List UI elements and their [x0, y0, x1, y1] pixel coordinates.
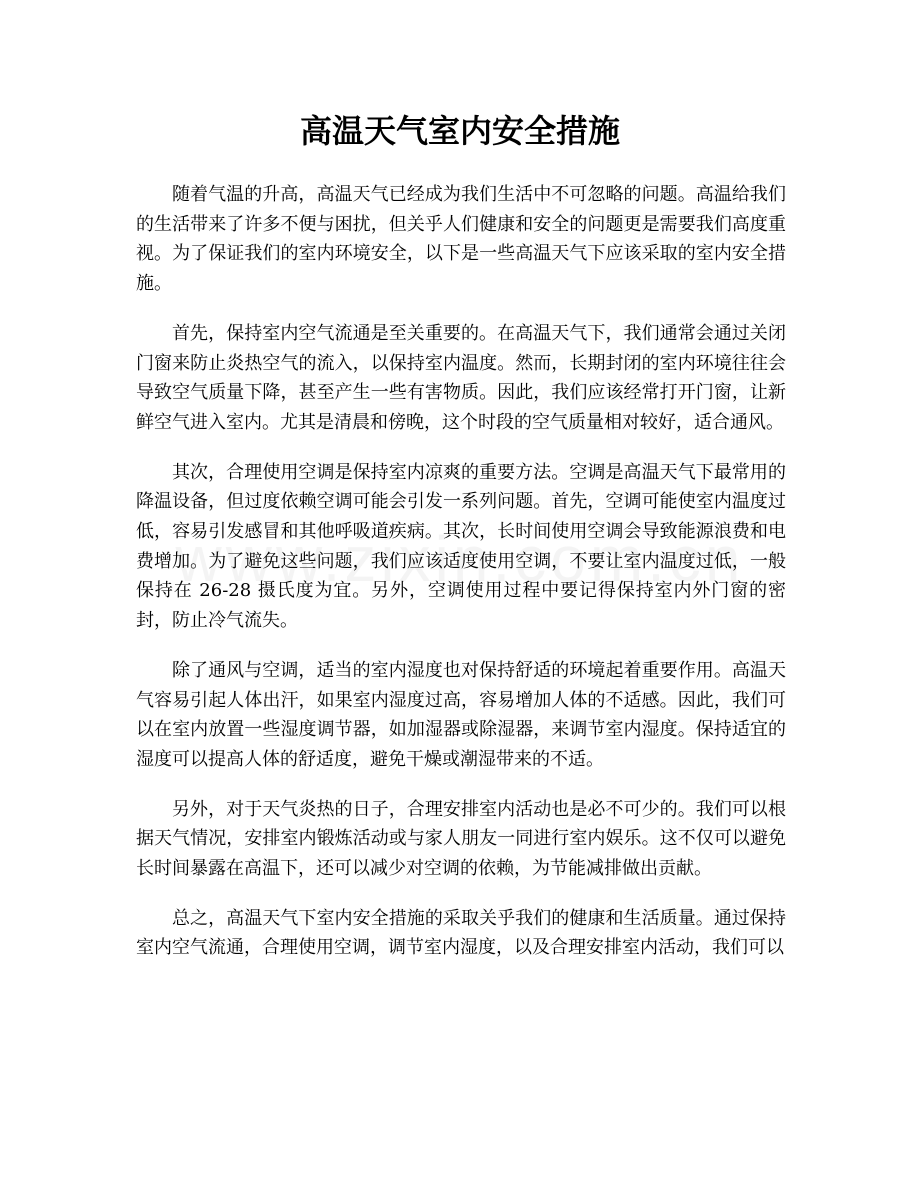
paragraph-air-conditioning: 其次，合理使用空调是保持室内凉爽的重要方法。空调是高温天气下最常用的降温设备，但过度依赖空调可能会引发一系列问题。首先，空调可能使室内温度过低，容易引发感冒和其他呼吸道疾病。其次，长时间使用空调会导致能源浪费和电费增加。为了避免这些问题，我们应该适度使用空调，不要让室内温度过低，一般保持在 26-28 摄氏度为宜。另外，空调使用过程中要记得保持室内外门窗的密封，防止冷气流失。	[136, 461, 786, 632]
paragraph-conclusion: 总之，高温天气下室内安全措施的采取关乎我们的健康和生活质量。通过保持室内空气流通，合理使用空调，调节室内湿度，以及合理安排室内活动，我们可以	[136, 907, 786, 959]
paragraph-intro: 随着气温的升高，高温天气已经成为我们生活中不可忽略的问题。高温给我们的生活带来了许多不便与困扰，但关乎人们健康和安全的问题更是需要我们高度重视。为了保证我们的室内环境安全，以下是一些高温天气下应该采取的室内安全措施。	[136, 184, 786, 295]
paragraph-humidity: 除了通风与空调，适当的室内湿度也对保持舒适的环境起着重要作用。高温天气容易引起人体出汗，如果室内湿度过高，容易增加人体的不适感。因此，我们可以在室内放置一些湿度调节器，如加湿器或除湿器，来调节室内湿度。保持适宜的湿度可以提高人体的舒适度，避免干燥或潮湿带来的不适。	[136, 659, 786, 770]
paragraph-activities: 另外，对于天气炎热的日子，合理安排室内活动也是必不可少的。我们可以根据天气情况，安排室内锻炼活动或与家人朋友一同进行室内娱乐。这不仅可以避免长时间暴露在高温下，还可以减少对空调的依赖，为节能减排做出贡献。	[136, 798, 786, 880]
document-body	[136, 180, 786, 983]
paragraph-ventilation: 首先，保持室内空气流通是至关重要的。在高温天气下，我们通常会通过关闭门窗来防止炎热空气的流入，以保持室内温度。然而，长期封闭的室内环境往往会导致空气质量下降，甚至产生一些有害物质。因此，我们应该经常打开门窗，让新鲜空气进入室内。尤其是清晨和傍晚，这个时段的空气质量相对较好，适合通风。	[136, 322, 786, 433]
document-title: 高温天气室内安全措施	[299, 112, 620, 150]
